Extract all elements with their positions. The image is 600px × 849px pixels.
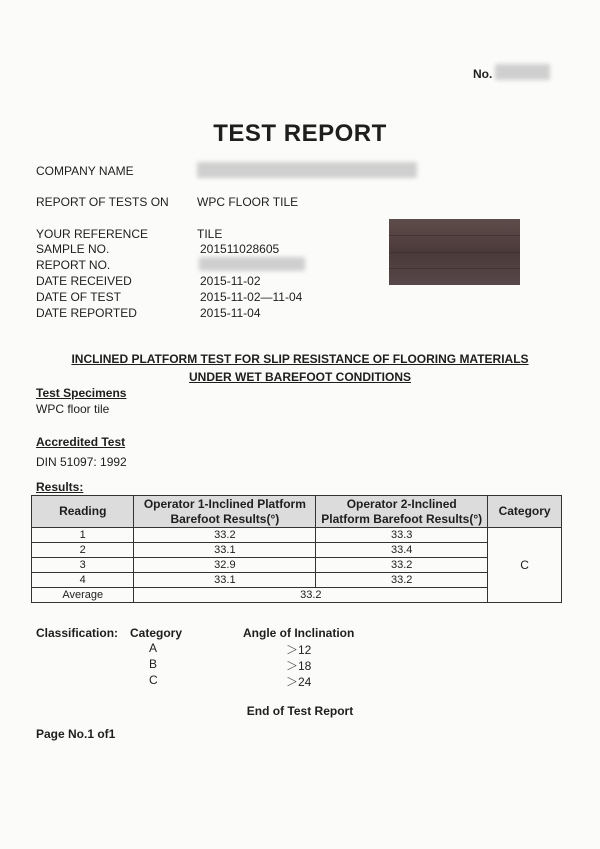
page-number: Page No.1 of1 <box>36 727 116 741</box>
detail-label: DATE REPORTED <box>36 306 137 320</box>
header-operator-2 <box>316 496 488 528</box>
test-title-line2: UNDER WET BAREFOOT CONDITIONS <box>189 370 411 384</box>
classification-category: C <box>149 673 158 687</box>
cell-op1: 32.9 <box>134 558 316 573</box>
cell-op2: 33.3 <box>316 528 488 543</box>
table-row <box>32 528 562 543</box>
cell-op2: 33.4 <box>316 543 488 558</box>
specimens-heading: Test Specimens <box>36 386 127 400</box>
cell-op1: 33.2 <box>134 528 316 543</box>
classification-category: A <box>149 641 158 655</box>
results-table <box>31 495 562 603</box>
tests-on-value: WPC FLOOR TILE <box>197 195 299 209</box>
header-op1-line2: Barefoot Results(°) <box>170 511 280 526</box>
cell-average-value: 33.2 <box>134 588 488 603</box>
page-title: TEST REPORT <box>213 120 387 147</box>
sample-photo <box>389 219 520 285</box>
classification-category: B <box>149 657 158 671</box>
cell-reading: 2 <box>32 543 134 558</box>
header-operator-1 <box>134 496 316 528</box>
redacted-report-no <box>199 257 305 271</box>
detail-label: SAMPLE NO. <box>36 242 110 256</box>
accredited-heading: Accredited Test <box>36 435 126 449</box>
results-heading: Results: <box>36 480 84 494</box>
table-average-row <box>32 588 562 603</box>
detail-value: 2015-11-02—11-04 <box>200 290 303 304</box>
end-of-report: End of Test Report <box>246 704 354 718</box>
cell-reading: 3 <box>32 558 134 573</box>
header-op2-line1: Operator 2-Inclined <box>346 496 457 511</box>
cell-reading: 4 <box>32 573 134 588</box>
classification-category-header: Category <box>130 626 183 640</box>
header-reading: Reading <box>32 496 134 528</box>
classification-label: Classification: <box>36 626 119 640</box>
classification-angle-header: Angle of Inclination <box>243 626 355 640</box>
detail-value: 201511028605 <box>200 242 280 256</box>
detail-label: DATE OF TEST <box>36 290 121 304</box>
specimens-value: WPC floor tile <box>36 402 110 416</box>
header-op2-line2: Platform Barefoot Results(°) <box>321 511 483 526</box>
test-title-line1: INCLINED PLATFORM TEST FOR SLIP RESISTANCE OF FLOORING MATERIALS <box>71 352 529 366</box>
table-row <box>32 543 562 558</box>
table-row <box>32 573 562 588</box>
header-category: Category <box>488 496 562 528</box>
detail-value: 2015-11-02 <box>200 274 261 288</box>
detail-value: 2015-11-04 <box>200 306 261 320</box>
classification-angle: ＞18 <box>286 659 312 673</box>
accredited-value: DIN 51097: 1992 <box>36 455 127 469</box>
detail-value: TILE <box>197 227 223 241</box>
detail-label: YOUR REFERENCE <box>36 227 149 241</box>
redacted-company-name <box>197 162 417 178</box>
cell-op1: 33.1 <box>134 543 316 558</box>
classification-angle: ＞24 <box>286 675 312 689</box>
cell-average-label: Average <box>32 588 134 603</box>
company-name-label: COMPANY NAME <box>36 164 134 178</box>
table-header-row <box>32 496 562 528</box>
cell-op2: 33.2 <box>316 573 488 588</box>
tests-on-label: REPORT OF TESTS ON <box>36 195 169 209</box>
cell-op2: 33.2 <box>316 558 488 573</box>
cell-category: C <box>488 528 562 603</box>
classification-angle: ＞12 <box>286 643 312 657</box>
report-number-label: No. <box>473 67 493 81</box>
table-row <box>32 558 562 573</box>
detail-label: DATE RECEIVED <box>36 274 132 288</box>
cell-reading: 1 <box>32 528 134 543</box>
redacted-report-number <box>495 64 550 80</box>
cell-op1: 33.1 <box>134 573 316 588</box>
header-op1-line1: Operator 1-Inclined Platform <box>143 496 306 511</box>
detail-label: REPORT NO. <box>36 258 111 272</box>
